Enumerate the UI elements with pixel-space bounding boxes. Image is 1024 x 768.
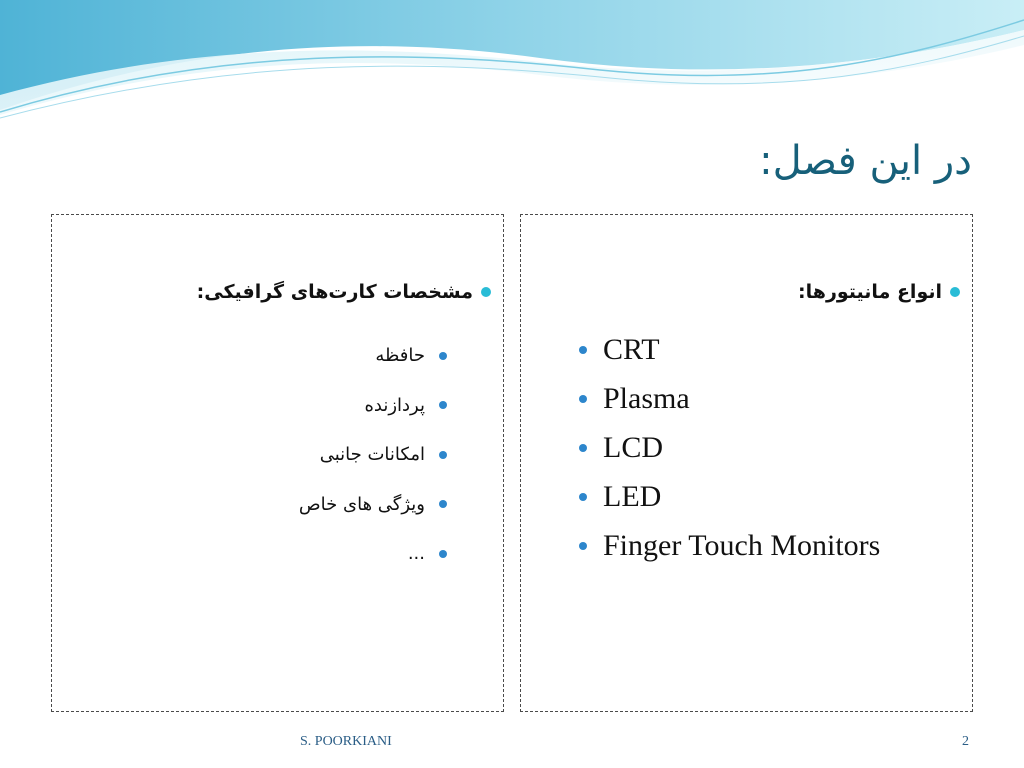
teal-dot-bullet-icon: [950, 287, 960, 297]
panel-heading-text: مشخصات کارت‌های گرافیکی:: [196, 281, 473, 303]
graphics-card-specs-panel: [51, 214, 504, 712]
blue-dot-bullet-icon: [439, 550, 447, 558]
list-item-label: امکانات جانبی: [319, 444, 425, 466]
footer-author: S. POORKIANI: [300, 734, 392, 749]
list-item: [579, 325, 880, 374]
blue-dot-bullet-icon: [439, 500, 447, 508]
panel-heading-text: انواع مانیتورها:: [798, 281, 942, 303]
list-item-label: ویژگی های خاص: [298, 493, 425, 515]
graphics-card-specs-heading: [197, 281, 491, 303]
blue-dot-bullet-icon: [439, 401, 447, 409]
list-item: [299, 430, 447, 480]
monitor-types-list: [579, 325, 880, 570]
list-item-label: پردازنده: [364, 394, 425, 416]
list-item: [299, 480, 447, 530]
list-item-label: ...: [407, 543, 425, 565]
blue-dot-bullet-icon: [579, 346, 587, 354]
blue-dot-bullet-icon: [579, 542, 587, 550]
graphics-card-specs-list: [299, 331, 447, 579]
blue-dot-bullet-icon: [439, 451, 447, 459]
list-item: [299, 381, 447, 431]
slide-page-number: 2: [962, 734, 969, 749]
monitor-types-heading: [798, 281, 960, 303]
blue-dot-bullet-icon: [579, 493, 587, 501]
blue-dot-bullet-icon: [439, 352, 447, 360]
list-item: [579, 472, 880, 521]
slide-title: در این فصل:: [759, 138, 972, 184]
list-item-label: Finger Touch Monitors: [603, 528, 881, 562]
list-item: [579, 423, 880, 472]
list-item: [579, 521, 880, 570]
list-item-label: CRT: [603, 332, 660, 366]
blue-dot-bullet-icon: [579, 395, 587, 403]
teal-dot-bullet-icon: [481, 287, 491, 297]
list-item: [579, 374, 880, 423]
decorative-wave-header: [0, 0, 1024, 130]
list-item-label: حافظه: [375, 345, 425, 367]
list-item-label: Plasma: [603, 381, 690, 415]
list-item-label: LCD: [603, 430, 663, 464]
list-item-label: LED: [603, 479, 662, 513]
list-item: [299, 529, 447, 579]
monitor-types-panel: [520, 214, 973, 712]
list-item: [299, 331, 447, 381]
blue-dot-bullet-icon: [579, 444, 587, 452]
